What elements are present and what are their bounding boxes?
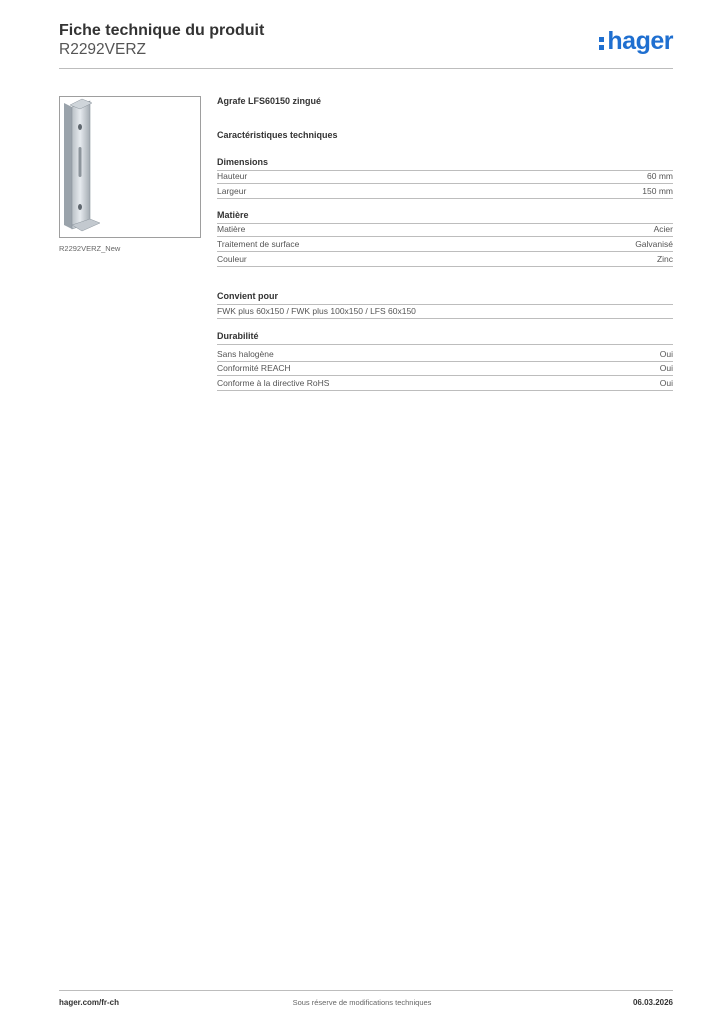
- spec-label: Matière: [217, 224, 246, 234]
- spec-row: [217, 252, 673, 267]
- logo-text: hager: [607, 27, 673, 55]
- footer-date: 06.03.2026: [632, 998, 673, 1007]
- spec-row: [217, 304, 673, 319]
- footer-disclaimer: Sous réserve de modifications techniques: [292, 998, 432, 1007]
- header-divider: [59, 68, 673, 69]
- image-caption: R2292VERZ_New: [59, 244, 121, 253]
- page-header: [59, 20, 673, 68]
- spec-value: Zinc: [656, 254, 673, 264]
- spec-value: 60 mm: [647, 171, 673, 181]
- spec-row: [217, 347, 673, 362]
- metal-clip-icon: [60, 97, 200, 237]
- spec-label: Traitement de surface: [217, 239, 300, 249]
- spec-label: FWK plus 60x150 / FWK plus 100x150 / LFS 60x150: [217, 306, 416, 316]
- group-title-durabilite: Durabilité: [217, 330, 673, 345]
- spec-label: Largeur: [217, 186, 247, 196]
- spec-value: Galvanisé: [635, 239, 673, 249]
- spec-label: Conformité REACH: [217, 363, 291, 373]
- spec-value: 150 mm: [642, 186, 673, 196]
- spec-row: [217, 184, 673, 199]
- spec-row: [217, 169, 673, 184]
- group-title-convient-pour: Convient pour: [217, 290, 673, 305]
- product-name: Agrafe LFS60150 zingué: [217, 96, 322, 106]
- spec-row: [217, 222, 673, 237]
- section-heading: Caractéristiques techniques: [217, 130, 338, 140]
- spec-value: Oui: [659, 363, 673, 373]
- spec-label: Sans halogène: [217, 349, 274, 359]
- hager-logo: [599, 26, 673, 56]
- spec-row: [217, 361, 673, 376]
- spec-row: [217, 237, 673, 252]
- group-title-dimensions: Dimensions: [217, 156, 673, 171]
- spec-value: Oui: [659, 349, 673, 359]
- spec-label: Couleur: [217, 254, 247, 264]
- footer-divider: [59, 990, 673, 991]
- spec-value: Oui: [659, 378, 673, 388]
- footer-website-link[interactable]: hager.com/fr-ch: [59, 998, 120, 1007]
- spec-row: [217, 376, 673, 391]
- spec-value: Acier: [653, 224, 673, 234]
- logo-colon-icon: [599, 33, 605, 51]
- product-image-frame: [59, 96, 201, 238]
- spec-label: Hauteur: [217, 171, 248, 181]
- product-reference: R2292VERZ: [59, 41, 147, 58]
- document-title: Fiche technique du produit: [59, 22, 265, 39]
- group-title-matiere: Matière: [217, 209, 673, 224]
- spec-label: Conforme à la directive RoHS: [217, 378, 330, 388]
